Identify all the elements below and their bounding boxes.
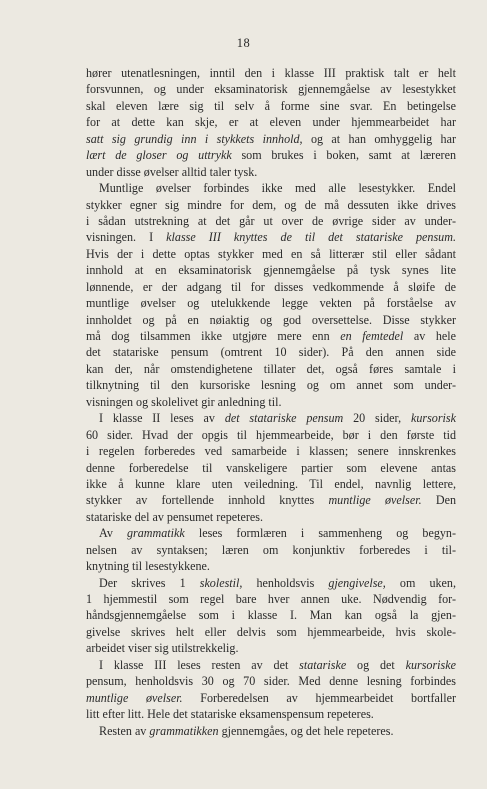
text-line <box>86 542 456 558</box>
text-line <box>86 197 456 213</box>
italic-text: gjengivelse, <box>328 575 386 590</box>
text-line <box>86 98 456 114</box>
text-line <box>86 509 456 525</box>
text-segment: det statariske pensum (omtrent 10 sider). På den annen side <box>86 345 456 360</box>
text-line <box>86 476 456 492</box>
text-segment: arbeidet viser sig utilstrekkelig. <box>86 641 239 656</box>
text-line <box>86 147 456 163</box>
italic-text: statariske <box>299 657 347 672</box>
text-segment: kan der, når omstendighetene tillater det, også føres samtale i <box>86 361 456 376</box>
page-number: 18 <box>236 36 251 50</box>
text-segment: 1 hjemmestil som regel bare hver annen uke. Nødvendig for- <box>86 592 456 606</box>
body-text <box>86 65 456 739</box>
italic-text: klasse III knyttes de til det statariske pensum. <box>166 230 456 245</box>
text-line <box>86 114 456 130</box>
text-line <box>86 394 456 410</box>
text-line <box>86 65 456 81</box>
text-line <box>86 591 456 607</box>
text-segment: leses formlæren i sammenheng og begyn- <box>184 526 456 541</box>
text-segment: om uken, <box>385 575 456 590</box>
text-segment: Av <box>99 526 127 541</box>
text-segment: pensum, henholdsvis 30 og 70 sider. Med denne lesning forbindes <box>86 674 456 689</box>
text-line <box>86 213 456 229</box>
text-segment: stykker egner sig mindre for dem, og de må dessuten ikke drives <box>86 197 456 212</box>
text-segment: gjennemgåes, og det hele repeteres. <box>218 723 394 738</box>
text-line <box>86 607 456 623</box>
text-segment: Den <box>421 493 457 508</box>
text-segment: under disse øvelser alltid taler tysk. <box>86 164 258 179</box>
italic-text: kursoriske <box>405 657 456 672</box>
italic-text: satt sig grundig inn i stykkets innhold, <box>86 131 303 146</box>
text-line <box>86 229 456 245</box>
text-line <box>86 690 456 706</box>
text-line <box>86 377 456 393</box>
text-segment: statariske del av pensumet repeteres. <box>86 509 263 524</box>
text-line <box>86 624 456 640</box>
text-segment: visningen. I <box>86 230 167 245</box>
text-line <box>86 246 456 262</box>
text-segment: 60 sider. Hvad der opgis til hjemmearbeide, bør i den første tid <box>86 427 456 442</box>
text-line <box>86 640 456 656</box>
text-line <box>86 312 456 328</box>
text-line <box>86 558 456 574</box>
italic-text: skolestil, <box>199 575 243 590</box>
text-line <box>86 295 456 311</box>
italic-text: muntlige øvelser. <box>328 493 422 508</box>
text-segment: visningen og skolelivet gir anledning til. <box>86 394 282 409</box>
text-segment: muntlige øvelser og utelukkende legge vekten på forståelse av <box>86 296 456 311</box>
text-segment: Muntlige øvelser forbindes ikke med alle lesestykker. Endel <box>99 181 456 196</box>
italic-text: en femtedel <box>340 329 404 343</box>
text-line <box>86 427 456 443</box>
text-line <box>86 460 456 476</box>
text-line <box>86 575 456 591</box>
italic-text: lært de gloser og uttrykk <box>86 148 232 163</box>
text-line <box>86 279 456 295</box>
text-segment: og det <box>346 657 406 672</box>
text-segment: Resten av <box>99 723 150 738</box>
text-line <box>86 180 456 196</box>
text-segment: tilknytning til den kursoriske lesning og om annet som under- <box>86 378 456 393</box>
text-segment: stykker av fortellende innhold knyttes <box>86 493 329 508</box>
text-segment: litt efter litt. Hele det statariske eksamenspensum repeteres. <box>86 707 374 722</box>
text-segment: forsvunnen, og under eksaminatorisk gjennemgåelse av lesestykket <box>86 82 456 97</box>
text-segment: I klasse III leses resten av det <box>99 657 300 672</box>
text-segment: Hvis der i dette optas stykker med en så litterær stil eller sådant <box>86 246 456 261</box>
text-segment: innhold at en eksaminatorisk gjennemgåelse på tysk synes lite <box>86 263 456 278</box>
text-line <box>86 164 456 180</box>
text-line <box>86 525 456 541</box>
text-segment: lønnende, er der adgang til for disses vedkommende å sløife de <box>86 279 456 294</box>
text-line <box>86 410 456 426</box>
text-segment: I klasse II leses av <box>99 411 225 426</box>
text-segment: nelsen av syntaksen; læren om konjunktiv forberedes i til- <box>86 542 456 557</box>
text-line <box>86 262 456 278</box>
text-segment: må dog tilsammen ikke utgjøre mere enn <box>86 329 341 343</box>
text-line <box>86 361 456 377</box>
text-line <box>86 131 456 147</box>
text-segment: knytning til lesestykkene. <box>86 559 210 574</box>
text-line <box>86 344 456 360</box>
text-segment: og at han omhyggelig har <box>302 131 456 146</box>
text-segment: innholdet og på en nøiaktig og god oversettelse. Disse stykker <box>86 312 456 327</box>
text-line <box>86 81 456 97</box>
text-segment: 20 sider, <box>343 411 411 426</box>
text-segment: hører utenatlesningen, inntil den i klasse III praktisk talt er helt <box>86 66 456 80</box>
text-segment: ikke å kunne klare uten veiledning. Til endel, navnlig lettere, <box>86 476 456 491</box>
text-segment: i sådan utstrekning at det går ut over de øvrige sider av under- <box>86 213 456 228</box>
italic-text: det statariske pensum <box>224 411 344 426</box>
text-segment: henholdsvis <box>242 575 329 590</box>
text-line <box>86 492 456 508</box>
text-segment: skal eleven lære sig til selv å forme sine svar. En betingelse <box>86 98 456 113</box>
text-segment: håndsgjennemgåelse som i klasse I. Man kan også la gjen- <box>86 608 456 623</box>
text-line <box>86 328 456 344</box>
italic-text: grammatikk <box>126 526 185 541</box>
text-segment: denne forberedelse til vanskeligere partier som elevene antas <box>86 460 456 475</box>
text-segment: som brukes i boken, samt at læreren <box>231 148 457 163</box>
text-line <box>86 706 456 722</box>
text-line <box>86 673 456 689</box>
italic-text: grammatikken <box>149 723 219 738</box>
text-segment: i regelen forberedes ved samarbeide i klassen; senere innskrenkes <box>86 444 456 459</box>
text-line <box>86 657 456 673</box>
text-segment: Der skrives 1 <box>99 575 200 590</box>
text-segment: Forberedelsen av hjemmearbeidet bortfaller <box>182 690 457 705</box>
text-segment: givelse skrives helt eller delvis som hjemmearbeide, hvis skole- <box>86 624 456 639</box>
text-segment: av hele <box>403 329 457 343</box>
text-line <box>86 443 456 459</box>
text-segment: for at dette kan skje, er at eleven under hjemmearbeidet har <box>86 115 456 130</box>
italic-text: kursorisk <box>410 411 456 426</box>
italic-text: muntlige øvelser. <box>86 690 183 705</box>
text-line <box>86 723 456 739</box>
